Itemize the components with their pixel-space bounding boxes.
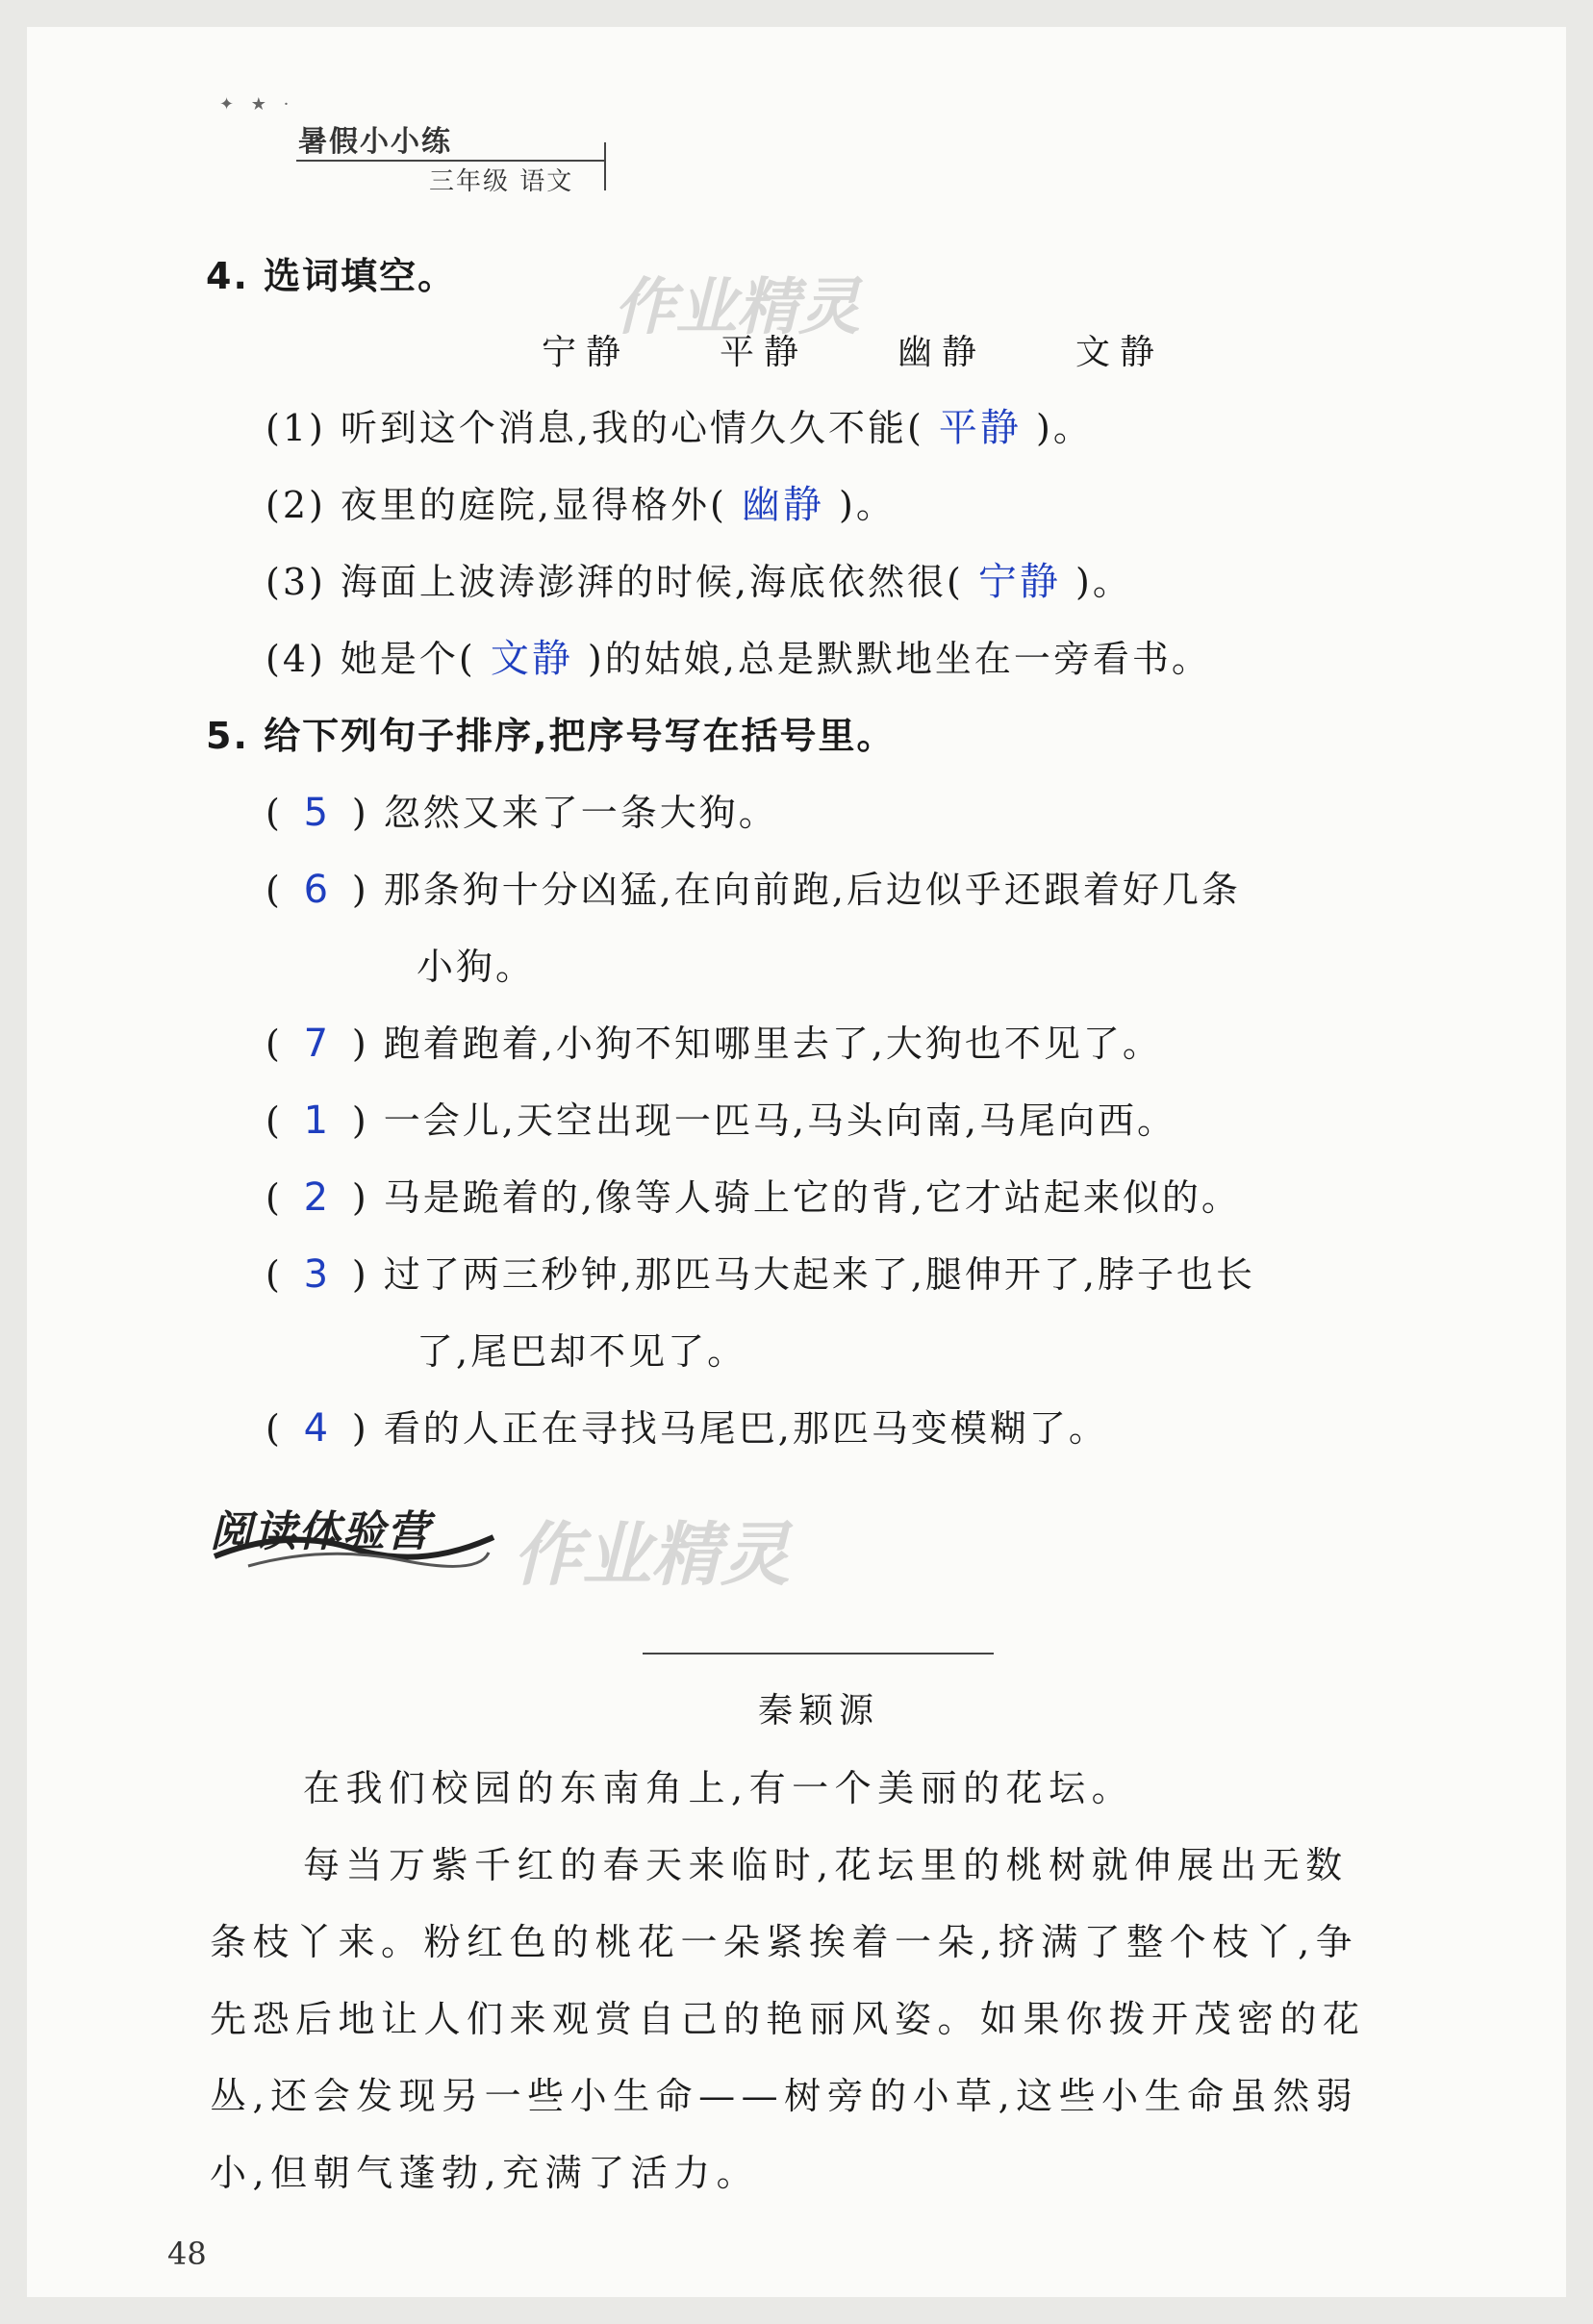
- order-number: 3: [303, 1252, 332, 1297]
- page-number: 48: [167, 2236, 207, 2272]
- option-word: 幽静: [898, 333, 987, 372]
- answer-blank: 平静: [938, 406, 1022, 450]
- watermark-1: 作业精灵: [614, 272, 860, 343]
- header-vertical-rule: [604, 142, 606, 190]
- q5-item: ( 2 ) 马是跪着的,像等人骑上它的背,它才站起来似的。: [266, 1175, 1241, 1220]
- q5-item: ( 5 ) 忽然又来了一条大狗。: [266, 791, 778, 835]
- order-number: 7: [303, 1022, 332, 1066]
- paragraph-line: 小,但朝气蓬勃,充满了活力。: [210, 2152, 760, 2194]
- page-header: [190, 75, 623, 200]
- page: [27, 27, 1566, 2297]
- article-author: 秦颖源: [758, 1691, 880, 1730]
- order-number: 5: [303, 791, 332, 835]
- q5-item: ( 1 ) 一会儿,天空出现一匹马,马头向南,马尾向西。: [266, 1099, 1176, 1143]
- order-number: 1: [303, 1099, 332, 1143]
- q5-item: ( 4 ) 看的人正在寻找马尾巴,那匹马变模糊了。: [266, 1406, 1108, 1451]
- book-title: 暑假小小练: [298, 125, 452, 159]
- question-4-title: 4. 选词填空。: [206, 255, 457, 297]
- stars-decoration: ✦ ★ ·: [219, 94, 295, 114]
- order-number: 2: [303, 1175, 332, 1220]
- reading-section-logo: [210, 1489, 498, 1576]
- answer-blank: 文静: [490, 637, 573, 681]
- q4-item-1: (1) 听到这个消息,我的心情久久不能( 平静 )。: [266, 406, 1093, 450]
- section-label: 阅读体验营: [210, 1507, 431, 1556]
- option-word: 宁静: [542, 333, 631, 372]
- q5-item: ( 3 ) 过了两三秒钟,那匹马大起来了,腿伸开了,脖子也长: [266, 1252, 1255, 1297]
- option-word: 文静: [1075, 333, 1165, 372]
- question-5-title: 5. 给下列句子排序,把序号写在括号里。: [206, 715, 896, 757]
- paragraph-line: 在我们校园的东南角上,有一个美丽的花坛。: [303, 1767, 1135, 1809]
- paragraph-line: 条枝丫来。粉红色的桃花一朵紧挨着一朵,挤满了整个枝丫,争: [210, 1921, 1359, 1963]
- paragraph-line: 每当万紫千红的春天来临时,花坛里的桃树就伸展出无数: [303, 1844, 1349, 1886]
- word-options: [27, 325, 1566, 373]
- q5-item-continuation: 小狗。: [417, 946, 536, 988]
- q4-item-2: (2) 夜里的庭院,显得格外( 幽静 )。: [266, 483, 896, 527]
- q4-item-3: (3) 海面上波涛澎湃的时候,海底依然很( 宁静 )。: [266, 560, 1132, 604]
- answer-blank: 宁静: [977, 560, 1061, 604]
- answer-blank: 幽静: [741, 483, 824, 527]
- watermark-2: 作业精灵: [513, 1514, 791, 1595]
- option-word: 平静: [720, 333, 809, 372]
- order-number: 4: [303, 1406, 332, 1451]
- q5-item-continuation: 了,尾巴却不见了。: [417, 1330, 747, 1373]
- paragraph-line: 先恐后地让人们来观赏自己的艳丽风姿。如果你拨开茂密的花: [210, 1998, 1366, 2040]
- q4-item-4: (4) 她是个( 文静 )的姑娘,总是默默地坐在一旁看书。: [266, 637, 1211, 681]
- title-blank-line: [643, 1653, 994, 1655]
- q5-item: ( 7 ) 跑着跑着,小狗不知哪里去了,大狗也不见了。: [266, 1022, 1162, 1066]
- book-subtitle: 三年级 语文: [429, 167, 574, 196]
- order-number: 6: [303, 868, 332, 912]
- paragraph-line: 丛,还会发现另一些小生命——树旁的小草,这些小生命虽然弱: [210, 2075, 1359, 2117]
- q5-item: ( 6 ) 那条狗十分凶猛,在向前跑,后边似乎还跟着好几条: [266, 868, 1241, 912]
